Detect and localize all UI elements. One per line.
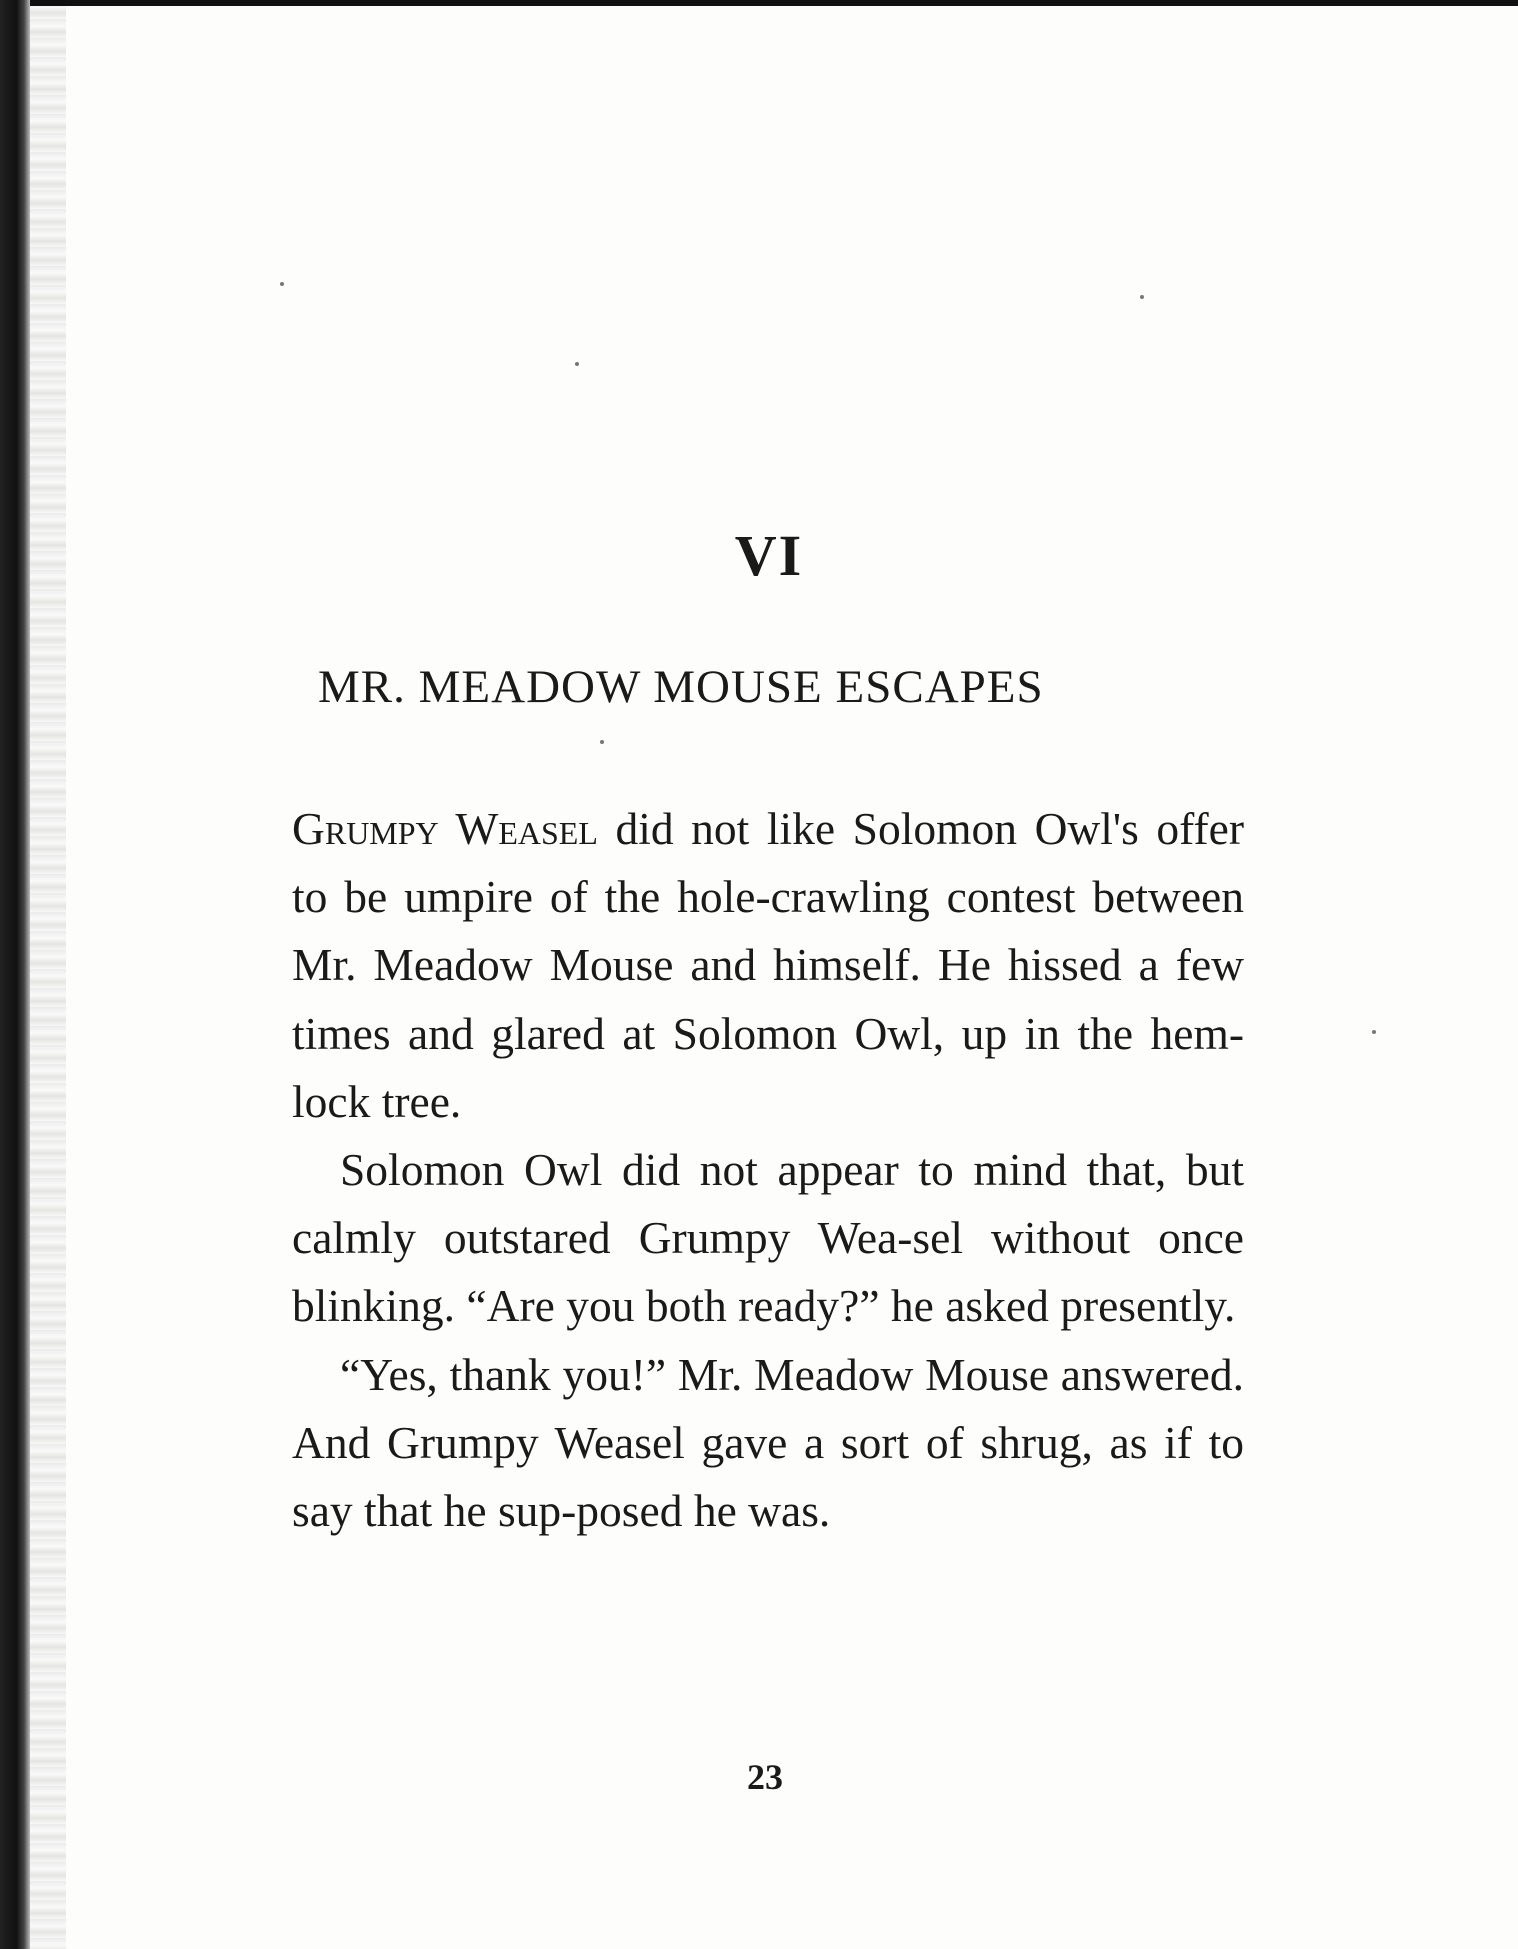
book-spine-shadow (0, 0, 30, 1949)
spine-edge-texture (30, 0, 66, 1949)
paragraph (292, 795, 1244, 1136)
scan-speck (1372, 1030, 1376, 1034)
paragraph-opening-small-caps: Grumpy Weasel (292, 803, 598, 854)
scan-speck (280, 282, 284, 286)
paragraph-text: did not like Solomon Owl's offer to be umpire of the hole-crawling contest between Mr. Meadow Mouse and himself. He hissed a few times and glared at Solomon Owl, up in the hem-lock tree. (292, 803, 1244, 1127)
scan-speck (1140, 295, 1144, 299)
scan-speck (575, 362, 579, 366)
chapter-number: VI (734, 523, 804, 588)
scan-top-edge (0, 0, 1518, 6)
chapter-title: MR. MEADOW MOUSE ESCAPES (318, 661, 1044, 713)
paragraph: Solomon Owl did not appear to mind that, but calmly outstared Grumpy Wea-sel without once blinking. “Are you both ready?” he asked presently. (292, 1144, 1244, 1332)
scan-speck (600, 740, 604, 744)
page-number: 23 (747, 1757, 783, 1797)
paragraph: “Yes, thank you!” Mr. Meadow Mouse answered. And Grumpy Weasel gave a sort of shrug, as if to say that he sup-posed he was. (292, 1348, 1244, 1537)
body-text (292, 795, 1244, 1545)
